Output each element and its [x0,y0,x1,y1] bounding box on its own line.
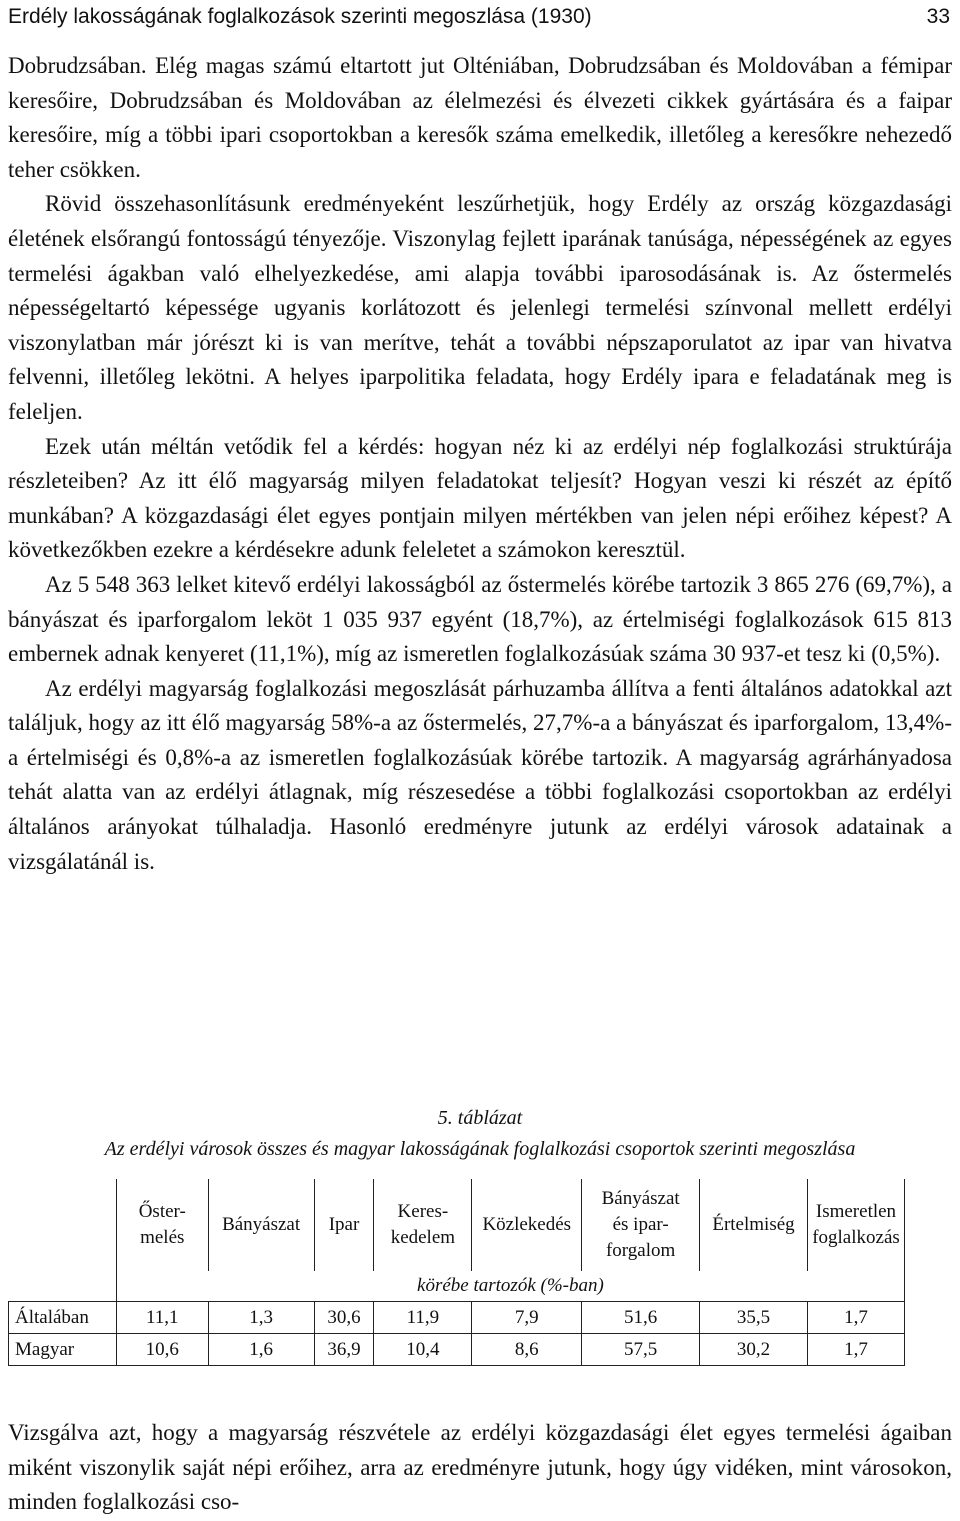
after-text [8,1416,952,1520]
table-corner-lower [9,1271,117,1302]
table-cell: 35,5 [700,1302,808,1334]
running-title: Erdély lakosságának foglalkozások szerinti megoszlása (1930) [8,5,592,28]
column-header: Közlekedés [472,1179,582,1271]
table-cell: 51,6 [582,1302,700,1334]
table-cell: 57,5 [582,1334,700,1366]
table-row [9,1334,905,1366]
table-cell: 8,6 [472,1334,582,1366]
column-header: Keres- kedelem [374,1179,472,1271]
paragraph-6: Vizsgálva azt, hogy a magyarság részvétele az erdélyi közgazdasági élet egyes termelési ágaiban miként viszonylik saját népi erőihez, arra az eredményre jutunk, hogy úgy vidéken, mint városokon, minden foglalkozási cso- [8,1420,952,1515]
paragraph-5: Az erdélyi magyarság foglalkozási megoszlását párhuzamba állítva a fenti általános adatokkal azt találjuk, hogy az itt élő magyarság 58%-a az őstermelés, 27,7%-a a bányászat és iparforgalom, 13,4%-a értelmiségi és 0,8%-a az ismeretlen foglalkozásúak körébe tartozik. A magyarság agrárhányadosa tehát alatta van az erdélyi átlagnak, míg részesedése a többi foglalkozási csoportokban az erdélyi általános arányokat túlhaladja. Hasonló eredményre jutunk az erdélyi városok adatainak a vizsgálatánál is. [8,675,952,874]
table-block [8,1103,952,1366]
table-caption: Az erdélyi városok összes és magyar lakosságának foglalkozási csoportok szerinti megoszlása [104,1138,856,1160]
running-header [8,2,950,32]
page-number: 33 [926,5,950,28]
table-cell: 30,2 [700,1334,808,1366]
table-row [9,1302,905,1334]
table-subheader-row [9,1271,905,1302]
row-label: Magyar [9,1334,117,1366]
occupation-table [8,1179,905,1366]
table-cell: 36,9 [314,1334,374,1366]
column-header: Ismeretlen foglalkozás [807,1179,904,1271]
column-header: Értelmiség [700,1179,808,1271]
paragraph-4: Az 5 548 363 lelket kitevő erdélyi lakosságból az őstermelés körébe tartozik 3 865 276 (69,7%), a bányászat és iparforgalom leköt 1 035 937 egyént (18,7%), az értelmiségi foglalkozások 615 813 embernek adnak kenyeret (11,1%), míg az ismeretlen foglalkozásúak száma 30 937-et tesz ki (0,5%). [8,571,952,667]
table-cell: 1,7 [807,1334,904,1366]
table-cell: 11,1 [116,1302,208,1334]
table-corner [9,1179,117,1271]
table-header-row [9,1179,905,1271]
table-number: 5. táblázat [437,1107,523,1129]
table-cell: 1,3 [208,1302,314,1334]
body-text [8,49,952,879]
column-header: Ipar [314,1179,374,1271]
paragraph-3: Ezek után méltán vetődik fel a kérdés: hogyan néz ki az erdélyi nép foglalkozási struktúrája részleteiben? Az itt élő magyarság milyen feladatokat teljesít? Hogyan veszi ki részét az építő munkában? A közgazdasági élet egyes pontjain milyen mértékben van jelen népi erőihez képest? A következőkben ezekre a kérdésekre adunk feleletet a számokon keresztül. [8,433,952,563]
table-cell: 7,9 [472,1302,582,1334]
table-subheader: körébe tartozók (%-ban) [116,1271,904,1302]
column-header: Bányászat [208,1179,314,1271]
table-cell: 10,6 [116,1334,208,1366]
table-cell: 1,6 [208,1334,314,1366]
table-cell: 30,6 [314,1302,374,1334]
paragraph-1: Dobrudzsában. Elég magas számú eltartott jut Olténiában, Dobrudzsában és Moldovában a fémipar keresőire, Dobrudzsában és Moldovában az élelmezési és élvezeti cikkek gyártására és a faipar keresőire, míg a többi ipari csoportokban a keresők száma emelkedik, illetőleg a keresőkre nehezedő teher csökken. [8,53,952,182]
row-label: Általában [9,1302,117,1334]
column-header: Őster- melés [116,1179,208,1271]
column-header: Bányászat és ipar- forgalom [582,1179,700,1271]
table-cell: 11,9 [374,1302,472,1334]
table-cell: 10,4 [374,1334,472,1366]
paragraph-2: Rövid összehasonlításunk eredményeként leszűrhetjük, hogy Erdély az ország közgazdasági életének elsőrangú fontosságú tényezője. Viszonylag fejlett iparának tanúsága, népességének az egyes termelési ágakban való elhelyezkedése, ami alapja további iparosodásának is. Az őstermelés népességeltartó képessége ugyanis korlátozott és jelenlegi termelési színvonal mellett erdélyi viszonylatban már jórészt ki is van merítve, tehát a további népszaporulatot az ipar van hivatva felvenni, illetőleg lekötni. A helyes iparpolitika feladata, hogy Erdély ipara e feladatának meg is feleljen. [8,191,952,424]
table-cell: 1,7 [807,1302,904,1334]
